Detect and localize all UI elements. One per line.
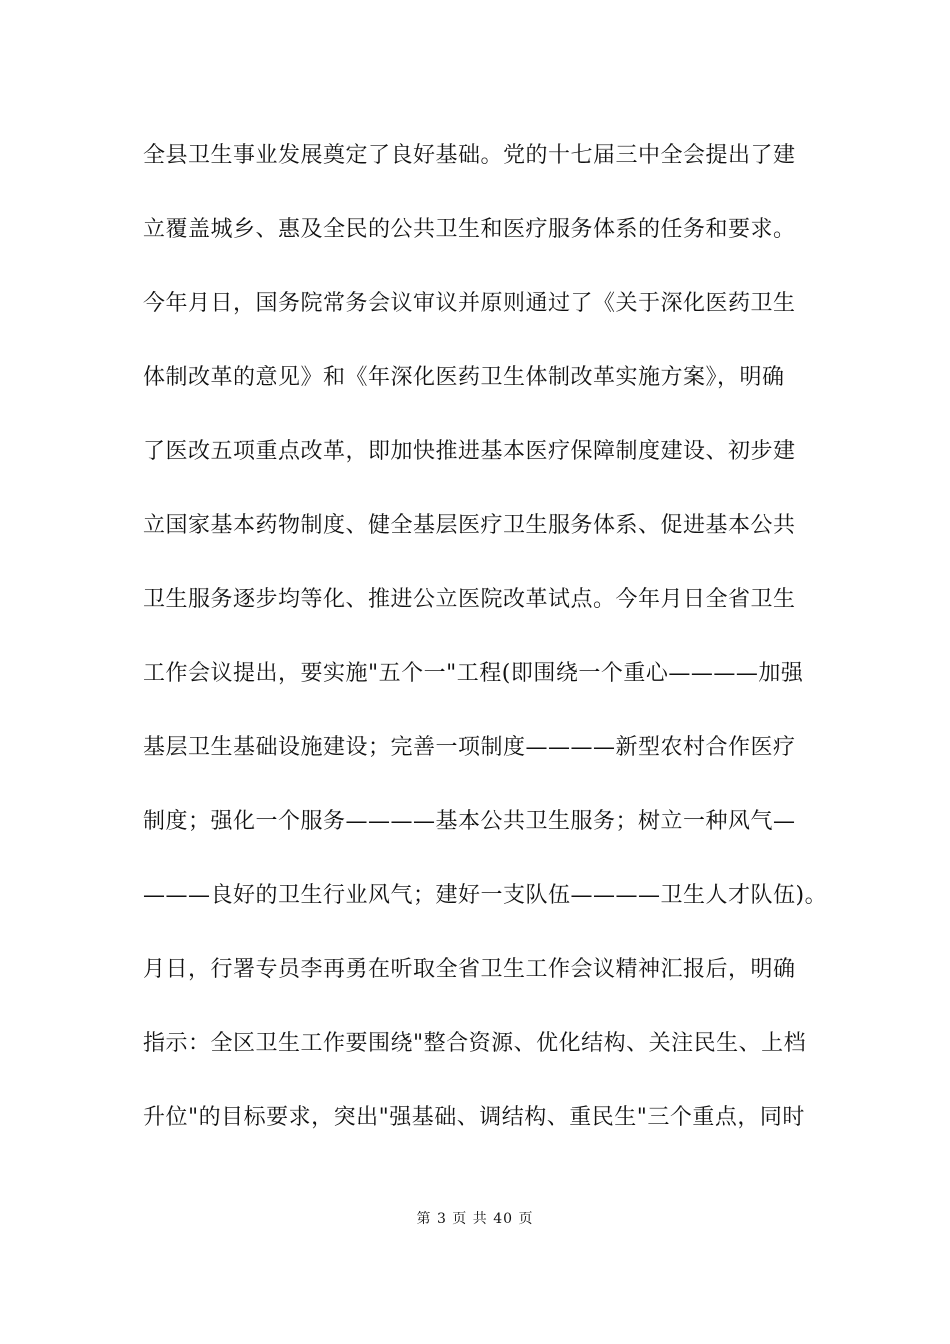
text-line: 工作会议提出，要实施"五个一"工程(即围绕一个重心————加强 xyxy=(143,661,804,686)
text-line: 基层卫生基础设施建设；完善一项制度————新型农村合作医疗 xyxy=(143,735,796,760)
text-line: 了医改五项重点改革，即加快推进基本医疗保障制度建设、初步建 xyxy=(143,439,796,464)
text-line: 立国家基本药物制度、健全基层医疗卫生服务体系、促进基本公共 xyxy=(143,513,796,538)
text-line: 今年月日，国务院常务会议审议并原则通过了《关于深化医药卫生 xyxy=(143,291,796,316)
text-line: 制度；强化一个服务————基本公共卫生服务；树立一种风气— xyxy=(143,809,796,834)
text-line: 体制改革的意见》和《年深化医药卫生体制改革实施方案》，明确 xyxy=(143,365,785,390)
text-line: 月日，行署专员李再勇在听取全省卫生工作会议精神汇报后，明确 xyxy=(143,957,796,982)
page-number-footer: 第 3 页 共 40 页 xyxy=(416,1211,534,1227)
text-line: 立覆盖城乡、惠及全民的公共卫生和医疗服务体系的任务和要求。 xyxy=(143,217,796,242)
text-line: 全县卫生事业发展奠定了良好基础。党的十七届三中全会提出了建 xyxy=(143,143,796,168)
text-line: 升位"的目标要求，突出"强基础、调结构、重民生"三个重点，同时 xyxy=(143,1105,805,1130)
text-line: 指示：全区卫生工作要围绕"整合资源、优化结构、关注民生、上档 xyxy=(143,1031,807,1056)
body-text xyxy=(143,134,828,1170)
text-line: ———良好的卫生行业风气；建好一支队伍————卫生人才队伍)。 xyxy=(143,883,828,908)
text-line: 卫生服务逐步均等化、推进公立医院改革试点。今年月日全省卫生 xyxy=(143,587,796,612)
